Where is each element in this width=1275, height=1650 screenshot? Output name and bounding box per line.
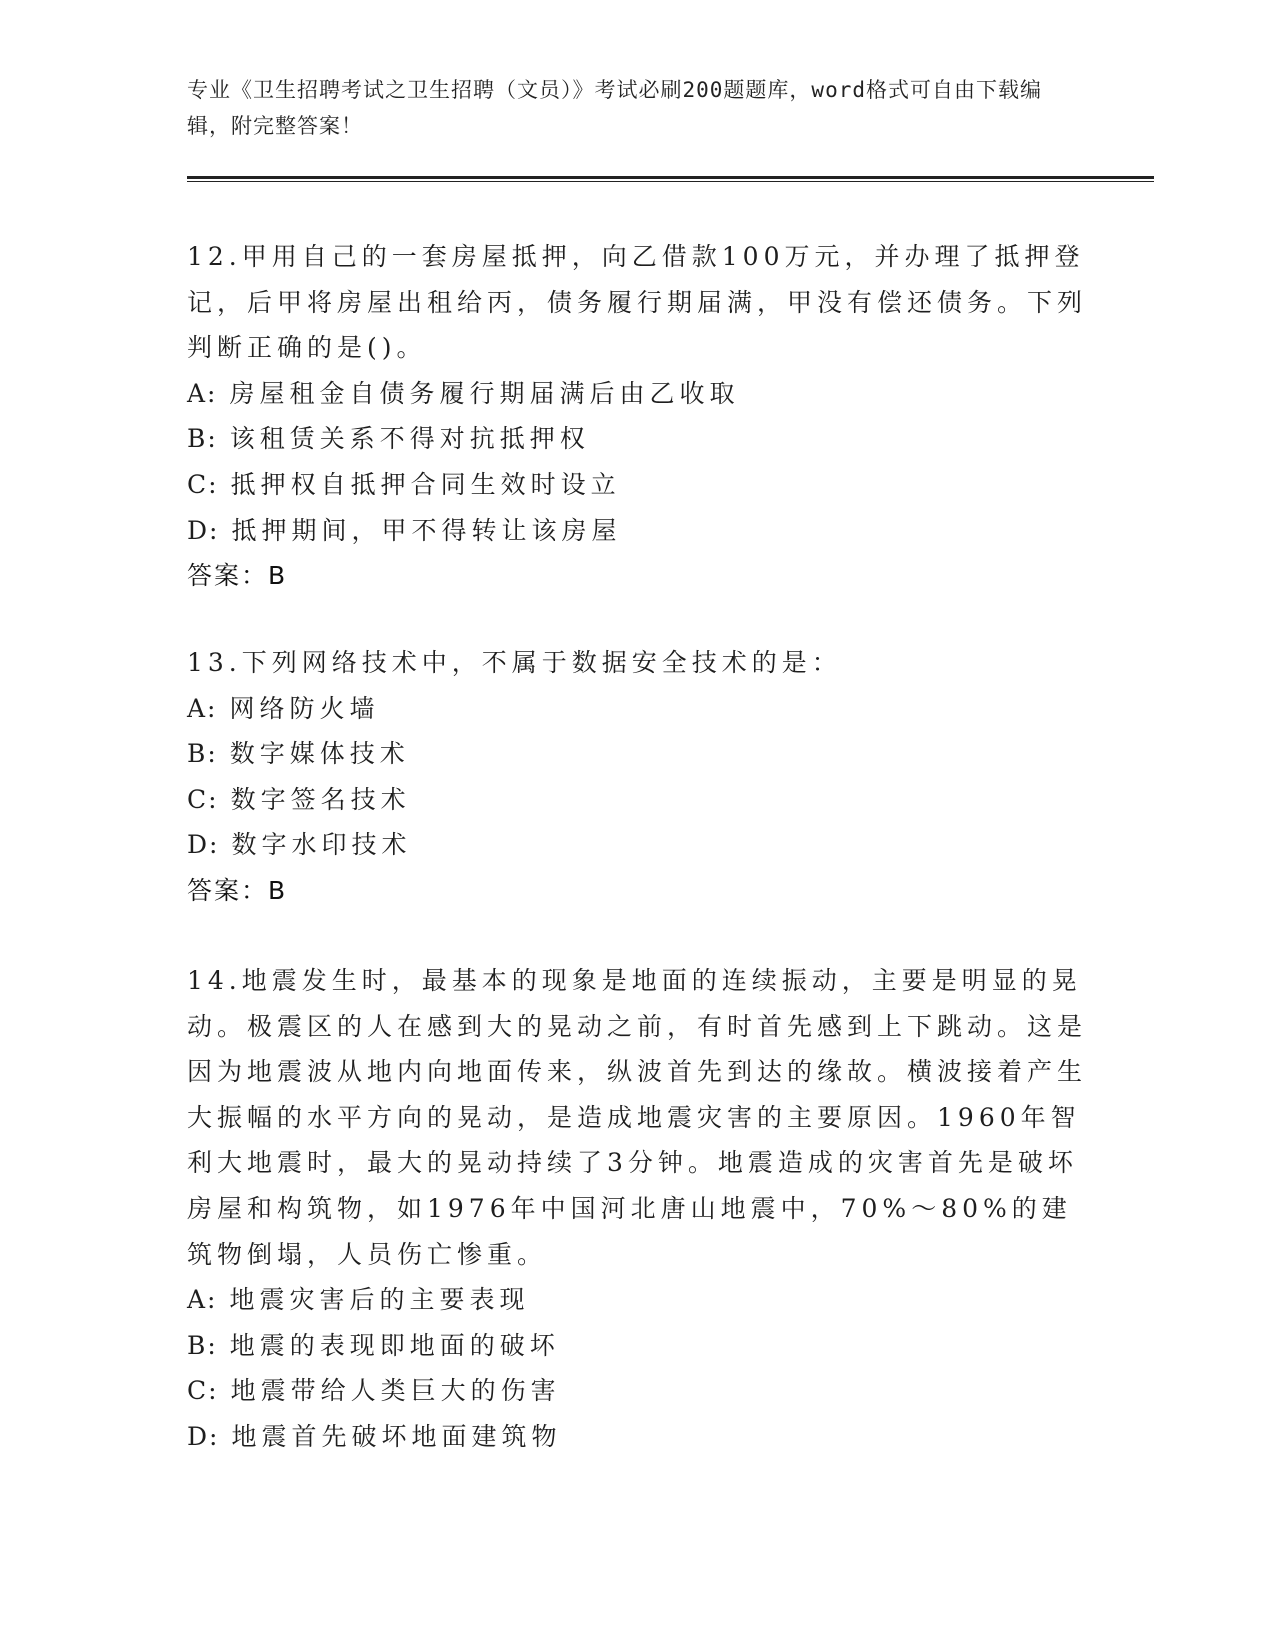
question-text: 12.甲用自己的一套房屋抵押，向乙借款100万元，并办理了抵押登记，后甲将房屋出租给丙，债务履行期届满，甲没有偿还债务。下列判断正确的是()。	[187, 242, 1088, 363]
question-12	[187, 234, 1087, 599]
option-letter: A:	[187, 378, 218, 408]
document-header	[187, 72, 1067, 144]
option-letter: D:	[187, 1421, 220, 1451]
option-letter: A:	[187, 693, 218, 723]
option-text: 网络防火墙	[229, 693, 380, 723]
option-b	[187, 1323, 1087, 1369]
question-13	[187, 640, 1087, 914]
option-c	[187, 1368, 1087, 1414]
option-list	[187, 371, 1087, 553]
option-list	[187, 1277, 1087, 1459]
option-b	[187, 731, 1087, 777]
option-text: 地震首先破坏地面建筑物	[231, 1421, 562, 1451]
option-text: 房屋租金自债务履行期届满后由乙收取	[229, 378, 740, 408]
option-letter: B:	[187, 424, 218, 454]
option-list	[187, 686, 1087, 868]
option-a	[187, 686, 1087, 732]
option-text: 数字水印技术	[231, 830, 412, 860]
option-d	[187, 1414, 1087, 1460]
option-letter: C:	[187, 1376, 219, 1406]
option-text: 地震的表现即地面的破坏	[229, 1330, 560, 1360]
header-divider-thick	[187, 176, 1154, 179]
question-text: 14.地震发生时，最基本的现象是地面的连续振动，主要是明显的晃动。极震区的人在感到大的晃动之前，有时首先感到上下跳动。这是因为地震波从地内向地面传来，纵波首先到达的缘故。横波接着产生大振幅的水平方向的晃动，是造成地震灾害的主要原因。1960年智利大地震时，最大的晃动持续了3分钟。地震造成的灾害首先是破坏房屋和构筑物，如1976年中国河北唐山地震中，70%～80%的建筑物倒塌，人员伤亡惨重。	[187, 966, 1088, 1269]
option-a	[187, 371, 1087, 417]
option-a	[187, 1277, 1087, 1323]
option-text: 该租赁关系不得对抗抵押权	[229, 424, 590, 454]
answer-text: 答案：B	[187, 561, 288, 591]
option-c	[187, 462, 1087, 508]
answer-text: 答案：B	[187, 875, 288, 905]
option-letter: D:	[187, 830, 220, 860]
question-14	[187, 958, 1087, 1460]
option-c	[187, 777, 1087, 823]
option-text: 数字签名技术	[230, 784, 411, 814]
option-d	[187, 508, 1087, 554]
option-b	[187, 416, 1087, 462]
option-d	[187, 822, 1087, 868]
option-text: 地震灾害后的主要表现	[229, 1285, 530, 1315]
option-text: 抵押期间，甲不得转让该房屋	[231, 515, 622, 545]
header-text: 专业《卫生招聘考试之卫生招聘（文员）》考试必刷200题题库，word格式可自由下载编辑，附完整答案！	[187, 78, 1042, 138]
option-letter: B:	[187, 739, 218, 769]
option-text: 地震带给人类巨大的伤害	[230, 1376, 561, 1406]
option-letter: D:	[187, 515, 220, 545]
option-letter: C:	[187, 469, 219, 499]
header-divider-thin	[187, 181, 1154, 182]
option-text: 抵押权自抵押合同生效时设立	[230, 469, 621, 499]
option-letter: B:	[187, 1330, 218, 1360]
option-letter: C:	[187, 784, 219, 814]
question-text: 13.下列网络技术中，不属于数据安全技术的是：	[187, 648, 842, 677]
option-letter: A:	[187, 1285, 218, 1315]
option-text: 数字媒体技术	[229, 739, 410, 769]
